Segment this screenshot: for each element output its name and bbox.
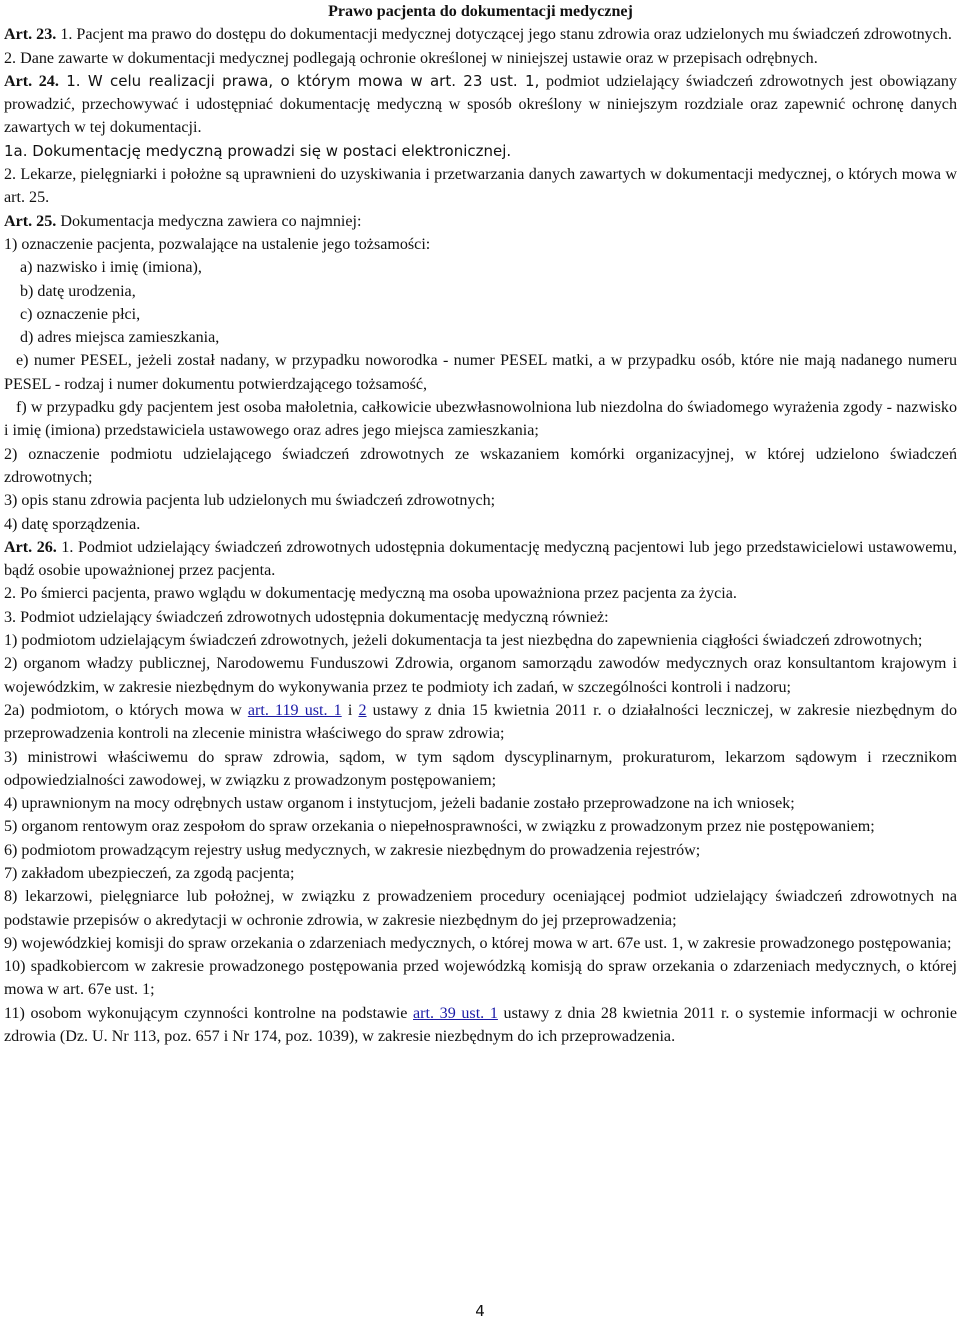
art-25-item-1d: d) adres miejsca zamieszkania, <box>20 329 220 347</box>
art-25-item-1b: b) datę urodzenia, <box>20 282 136 300</box>
art-25-item-4: 4) datę sporządzenia. <box>4 515 141 533</box>
art-26-par-3: 3. Podmiot udzielający świadczeń zdrowotnych udostępnia dokumentację medyczną również: <box>4 608 609 626</box>
link-art-39-ust-1[interactable]: art. 39 ust. 1 <box>413 1004 498 1022</box>
art-24-label: Art. 24. <box>4 72 59 90</box>
art-26-item-10: 10) spadkobiercom w zakresie prowadzonego postępowania przed wojewódzką komisją do spraw orzekania o zdarzeniach medycznych, o której mowa w art. 67e ust. 1; <box>4 958 957 999</box>
art-26-item-8: 8) lekarzowi, pielęgniarce lub położnej, w związku z prowadzeniem procedury oceniającej podmiot udzielający świadczeń zdrowotnych na podstawie przepisów o akredytacji w ochronie zdrowia, w zakresie niezbędnym do jej przeprowadzenia; <box>4 888 957 929</box>
art-25-item-1a: a) nazwisko i imię (imiona), <box>20 259 202 277</box>
art-26-item-9: 9) wojewódzkiej komisji do spraw orzekania o zdarzeniach medycznych, o której mowa w art. 67e ust. 1, w zakresie prowadzonego postępowania; <box>4 934 952 952</box>
art-26-item-11: 11) osobom wykonującym czynności kontrolne na podstawie art. 39 ust. 1 ustawy z dnia 28 kwietnia 2011 r. o systemie informacji w ochronie zdrowia (Dz. U. Nr 113, poz. 657 i Nr 174, poz. 1039), w zakresie niezbędnym do ich przeprowadzenia. <box>4 1004 957 1046</box>
art-26-par-2: 2. Po śmierci pacjenta, prawo wglądu w dokumentację medyczną ma osoba upoważniona przez pacjenta za życia. <box>4 585 737 603</box>
art-26-par-1: Art. 26. 1. Podmiot udzielający świadczeń zdrowotnych udostępnia dokumentację medyczną pacjentowi lub jego przedstawicielowi ustawowemu, bądź osobie upoważnionej przez pacjenta. <box>4 538 957 580</box>
art-25-label: Art. 25. <box>4 212 57 230</box>
art-26-item-5: 5) organom rentowym oraz zespołom do spraw orzekania o niepełnosprawności, w związku z prowadzonym przez nie postępowaniem; <box>4 818 875 836</box>
art-26-item-4: 4) uprawnionym na mocy odrębnych ustaw organom i instytucjom, jeżeli badanie zostało przeprowadzone na ich wniosek; <box>4 795 795 813</box>
art-23-label: Art. 23. <box>4 26 57 44</box>
page-number: 4 <box>475 1302 485 1320</box>
art-23-par-2: 2. Dane zawarte w dokumentacji medycznej podlegają ochronie określonej w niniejszej ustawie oraz w przepisach odrębnych. <box>4 49 818 67</box>
document-title: Prawo pacjenta do dokumentacji medycznej <box>328 3 633 20</box>
art-23-par-1: Art. 23. 1. Pacjent ma prawo do dostępu do dokumentacji medycznej dotyczącej jego stanu zdrowia oraz udzielonych mu świadczeń zdrowotnych. <box>4 26 952 44</box>
art-26-item-3: 3) ministrowi właściwemu do spraw zdrowia, sądom, w tym sądom dyscyplinarnym, prokuraturom, lekarzom sądowym i rzecznikom odpowiedzialności zawodowej, w związku z prowadzonym postępowaniem; <box>4 748 957 789</box>
link-art-119-ust-1[interactable]: art. 119 ust. 1 <box>247 701 342 719</box>
art-26-item-6: 6) podmiotom prowadzącym rejestry usług medycznych, w zakresie niezbędnym do prowadzenia rejestrów; <box>4 841 701 859</box>
art-25-item-1c: c) oznaczenie płci, <box>20 305 141 323</box>
link-ust-2[interactable]: 2 <box>358 701 367 719</box>
art-25-item-1f: f) w przypadku gdy pacjentem jest osoba małoletnia, całkowicie ubezwłasnowolniona lub niezdolna do świadomego wyrażenia zgody - nazwisko i imię (imiona) przedstawiciela ustawowego oraz adres jego miejsca zamieszkania; <box>4 399 957 440</box>
art-25-item-3: 3) opis stanu zdrowia pacjenta lub udzielonych mu świadczeń zdrowotnych; <box>4 492 496 510</box>
art-26-item-1: 1) podmiotom udzielającym świadczeń zdrowotnych, jeżeli dokumentacja ta jest niezbędna do zapewnienia ciągłości świadczeń zdrowotnych; <box>4 632 923 650</box>
art-25-item-2: 2) oznaczenie podmiotu udzielającego świadczeń zdrowotnych ze wskazaniem komórki organizacyjnej, w której udzielono świadczeń zdrowotnych; <box>4 445 957 486</box>
art-24-par-2: 2. Lekarze, pielęgniarki i położne są uprawnieni do uzyskiwania i przetwarzania danych zawartych w dokumentacji medycznej, o których mowa w art. 25. <box>4 166 957 207</box>
art-26-item-7: 7) zakładom ubezpieczeń, za zgodą pacjenta; <box>4 864 295 882</box>
art-25-item-1e: e) numer PESEL, jeżeli został nadany, w przypadku noworodka - numer PESEL matki, a w przypadku osób, które nie mają nadanego numeru PESEL - rodzaj i numer dokumentu potwierdzającego tożsamość, <box>4 352 957 393</box>
art-25-item-1: 1) oznaczenie pacjenta, pozwalające na ustalenie jego tożsamości: <box>4 235 431 253</box>
art-24-par-1a: 1a. Dokumentację medyczną prowadzi się w postaci elektronicznej. <box>4 141 512 160</box>
art-25-intro: Art. 25. Dokumentacja medyczna zawiera co najmniej: <box>4 212 362 230</box>
art-26-item-2a: 2a) podmiotom, o których mowa w art. 119 ust. 1 i 2 ustawy z dnia 15 kwietnia 2011 r. o działalności leczniczej, w zakresie niezbędnym do przeprowadzenia kontroli na zlecenie ministra właściwego do spraw zdrowia; <box>4 701 958 743</box>
art-26-label: Art. 26. <box>4 538 57 556</box>
art-26-item-2: 2) organom władzy publicznej, Narodowemu Funduszowi Zdrowia, organom samorządu zawodów medycznych oraz konsultantom krajowym i wojewódzkim, w zakresie niezbędnym do wykonywania przez te podmioty ich zadań, w szczególności kontroli i nadzoru; <box>4 655 957 696</box>
art-24-par-1: Art. 24. 1. W celu realizacji prawa, o którym mowa w art. 23 ust. 1, podmiot udzielający świadczeń zdrowotnych jest obowiązany prowadzić, przechowywać i udostępniać dokumentację medyczną w sposób określony w niniejszym rozdziale oraz zapewnić ochronę danych zawartych w tej dokumentacji. <box>4 71 957 137</box>
